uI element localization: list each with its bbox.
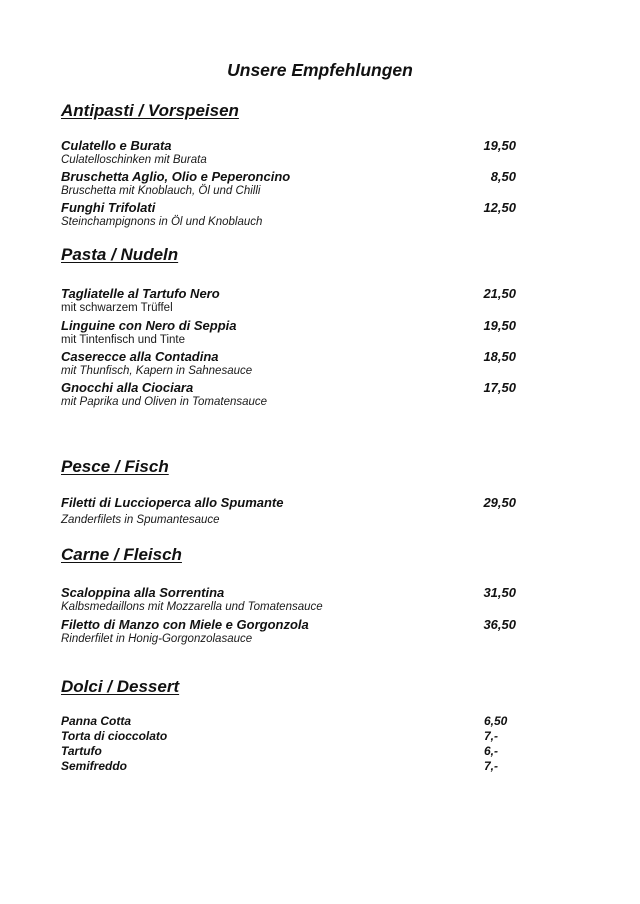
dish-name: Funghi Trifolati: [61, 200, 156, 215]
dish-description: Bruschetta mit Knoblauch, Öl und Chilli: [61, 185, 261, 197]
dessert-name: Panna Cotta: [61, 714, 132, 728]
dish-description: mit schwarzem Trüffel: [61, 302, 173, 314]
dish-description: mit Thunfisch, Kapern in Sahnesauce: [61, 365, 253, 377]
dish-name: Bruschetta Aglio, Olio e Peperoncino: [61, 169, 291, 184]
dessert-name: Tartufo: [61, 744, 102, 758]
section-heading-dolci: Dolci / Dessert: [61, 677, 180, 696]
dish-price: 21,50: [483, 286, 516, 301]
dessert-name: Semifreddo: [61, 759, 128, 773]
dish-price: 29,50: [483, 495, 516, 510]
dish-description: Rinderfilet in Honig-Gorgonzolasauce: [61, 633, 253, 645]
dessert-item: [61, 729, 521, 744]
dish-item: [61, 349, 516, 379]
dessert-price: 6,-: [484, 744, 499, 758]
dish-price: 19,50: [483, 138, 516, 153]
dish-price: 8,50: [490, 169, 516, 184]
section-heading-carne: Carne / Fleisch: [61, 545, 182, 564]
dish-price: 36,50: [483, 617, 516, 632]
dish-price: 12,50: [483, 200, 516, 215]
dish-item: [61, 200, 516, 230]
dessert-name: Torta di cioccolato: [61, 729, 168, 743]
dish-price: 18,50: [483, 349, 516, 364]
dish-name: Tagliatelle al Tartufo Nero: [61, 286, 220, 301]
dish-description: mit Paprika und Oliven in Tomatensauce: [61, 396, 268, 408]
dish-description: mit Tintenfisch und Tinte: [61, 334, 186, 346]
dish-description: Zanderfilets in Spumantesauce: [61, 514, 220, 526]
page-title: Unsere Empfehlungen: [227, 60, 413, 80]
dish-item: [61, 138, 516, 168]
dish-item: [61, 318, 516, 348]
dish-name: Gnocchi alla Ciociara: [61, 380, 194, 395]
dessert-item: [61, 759, 521, 774]
dessert-list: [61, 714, 521, 774]
dish-price: 17,50: [483, 380, 516, 395]
section-heading-pesce: Pesce / Fisch: [61, 457, 169, 476]
dish-price: 19,50: [483, 318, 516, 333]
dish-item: [61, 585, 516, 615]
dessert-price: 6,50: [484, 714, 508, 728]
dish-item: [61, 169, 516, 199]
section-heading-antipasti: Antipasti / Vorspeisen: [61, 101, 239, 120]
dessert-price: 7,-: [484, 759, 499, 773]
section-heading-pasta: Pasta / Nudeln: [61, 245, 179, 264]
dish-description: Culatelloschinken mit Burata: [61, 154, 207, 166]
dish-name: Filetti di Luccioperca allo Spumante: [61, 495, 284, 510]
dish-item: [61, 380, 516, 410]
dish-description: Steinchampignons in Öl und Knoblauch: [61, 216, 263, 228]
dish-name: Scaloppina alla Sorrentina: [61, 585, 225, 600]
dish-price: 31,50: [483, 585, 516, 600]
dish-name: Filetto di Manzo con Miele e Gorgonzola: [61, 617, 309, 632]
dessert-item: [61, 744, 521, 759]
dish-name: Culatello e Burata: [61, 138, 172, 153]
dish-name: Caserecce alla Contadina: [61, 349, 219, 364]
dish-item: [61, 495, 516, 528]
dish-description: Kalbsmedaillons mit Mozzarella und Tomatensauce: [61, 601, 323, 613]
dish-item: [61, 617, 516, 647]
dessert-item: [61, 714, 521, 729]
dish-item: [61, 286, 516, 316]
dish-name: Linguine con Nero di Seppia: [61, 318, 237, 333]
dessert-price: 7,-: [484, 729, 499, 743]
